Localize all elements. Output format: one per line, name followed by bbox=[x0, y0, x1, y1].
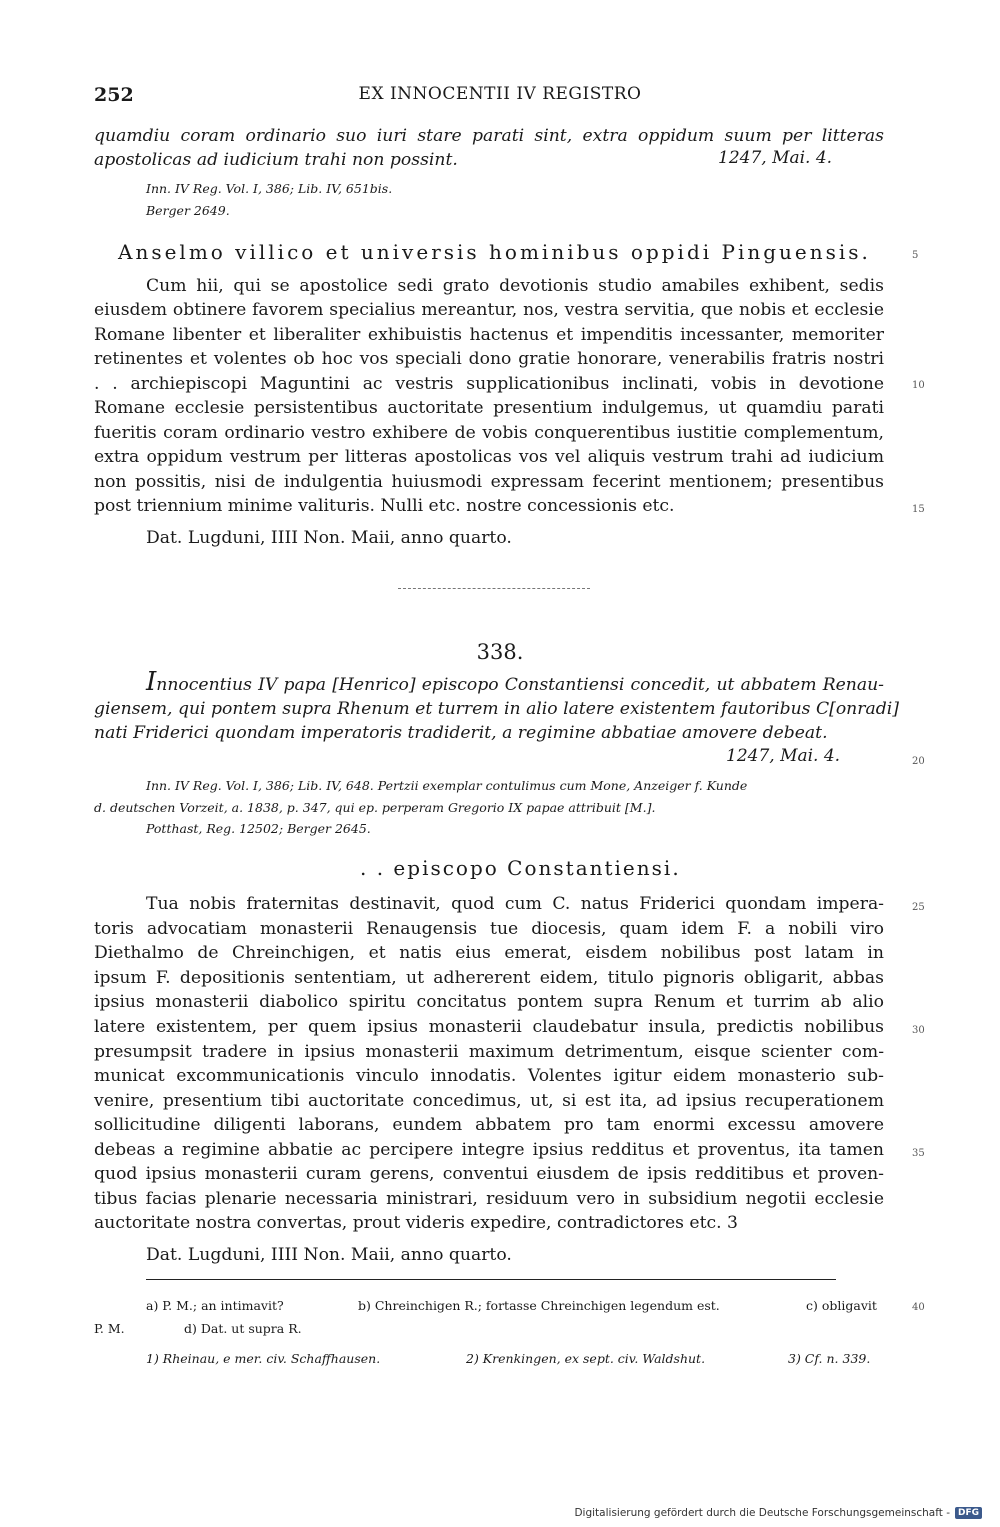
letter2-line: ipsum F. depositionis sententiam, ut adhererent eidem, titulo pignoris obligarit, abbas bbox=[94, 968, 884, 988]
letter2-dat: Dat. Lugduni, IIII Non. Maii, anno quarto. bbox=[146, 1245, 512, 1265]
footnote-b: b) Chreinchigen R.; fortasse Chreinchigen legendum est. bbox=[358, 1298, 720, 1313]
margin-number-20: 20 bbox=[912, 756, 925, 767]
footnote-rule bbox=[146, 1279, 836, 1280]
letter1-line: eiusdem obtinere favorem specialius mereantur, nos, vestra servitia, que nobis et ecclesie bbox=[94, 300, 884, 320]
letter2-line: tibus facias plenarie necessaria ministrari, residuum vero in subsidium negotii ecclesie bbox=[94, 1189, 884, 1209]
entry-summary-line-1 bbox=[146, 667, 884, 697]
entry-ref-1: Inn. IV Reg. Vol. I, 386; Lib. IV, 648. Pertzii exemplar contulimus cum Mone, Anzeiger f. Kunde bbox=[146, 778, 748, 793]
footnote-2: 2) Krenkingen, ex sept. civ. Waldshut. bbox=[466, 1351, 706, 1366]
letter2-line: auctoritate nostra convertas, prout videris expedire, contradictores etc. 3 bbox=[94, 1213, 738, 1233]
letter2-line: Tua nobis fraternitas destinavit, quod cum C. natus Friderici quondam impera- bbox=[146, 894, 884, 914]
dfg-logo: DFG bbox=[955, 1507, 982, 1519]
entry-ref-2: d. deutschen Vorzeit, a. 1838, p. 347, qui ep. perperam Gregorio IX papae attribuit [M.]. bbox=[94, 800, 656, 815]
margin-number-5: 5 bbox=[912, 250, 919, 261]
letter1-line: non possitis, nisi de indulgentia huiusmodi expressam fecerint mentionem; presentibus bbox=[94, 472, 884, 492]
letter1-line: Romane libenter et liberaliter exhibuistis hactenus et impenditis incessanter, memoriter bbox=[94, 325, 884, 345]
dropcap: I bbox=[146, 667, 157, 697]
letter2-line: quod ipsius monasterii curam gerens, conventui eiusdem de ipsis redditibus et proven- bbox=[94, 1164, 884, 1184]
footnote-d: d) Dat. ut supra R. bbox=[184, 1321, 302, 1336]
footnote-1: 1) Rheinau, e mer. civ. Schaffhausen. bbox=[146, 1351, 381, 1366]
letter1-dat: Dat. Lugduni, IIII Non. Maii, anno quarto. bbox=[146, 528, 512, 548]
letter2-address: . . episcopo Constantiensi. bbox=[360, 856, 681, 880]
footnote-3: 3) Cf. n. 339. bbox=[788, 1351, 871, 1366]
margin-number-15: 15 bbox=[912, 504, 925, 515]
entry-summary-line-3: nati Friderici quondam imperatoris tradiderit, a regimine abbatiae amovere debeat. bbox=[94, 723, 828, 743]
letter1-line: . . archiepiscopi Maguntini ac vestris supplicationibus inclinati, vobis in devotione bbox=[94, 374, 884, 394]
footnote-a: a) P. M.; an intimavit? bbox=[146, 1298, 284, 1313]
letter1-line: post triennium minime valituris. Nulli etc. nostre concessionis etc. bbox=[94, 496, 675, 516]
digitization-footer bbox=[574, 1507, 982, 1519]
letter2-line: debeas a regimine abbatie ac percipere integre ipsius redditus et proventus, ita tamen bbox=[94, 1140, 884, 1160]
footnote-c-continued: P. M. bbox=[94, 1321, 125, 1336]
entry-summary-line-2: giensem, qui pontem supra Rhenum et turrem in alio latere existentem fautoribus C[onradi] bbox=[94, 699, 899, 719]
margin-number-35: 35 bbox=[912, 1148, 925, 1159]
page-number: 252 bbox=[94, 84, 134, 106]
margin-number-30: 30 bbox=[912, 1025, 925, 1036]
letter2-line: presumpsit tradere in ipsius monasterii maximum detrimentum, eisque scienter com- bbox=[94, 1042, 884, 1062]
running-title: EX INNOCENTII IV REGISTRO bbox=[358, 84, 642, 104]
letter2-line: venire, presentium tibi auctoritate concedimus, ut, si est ita, ad ipsius recuperationem bbox=[94, 1091, 884, 1111]
margin-number-10: 10 bbox=[912, 380, 925, 391]
letter1-line: fueritis coram ordinario vestro exhibere de vobis conquerentibus iustitie complementum, bbox=[94, 423, 884, 443]
margin-number-40: 40 bbox=[912, 1302, 925, 1313]
margin-number-25: 25 bbox=[912, 902, 925, 913]
letter1-line: Cum hii, qui se apostolice sedi grato devotionis studio amabiles exhibent, sedis bbox=[146, 276, 884, 296]
prev-entry-date: 1247, Mai. 4. bbox=[718, 148, 833, 168]
prev-entry-ref-2: Berger 2649. bbox=[146, 203, 230, 218]
letter2-line: ipsius monasterii diabolico spiritu concitatus pontem supra Renum et turrim ab alio bbox=[94, 992, 884, 1012]
footnote-c: c) obligavit bbox=[806, 1298, 877, 1313]
summary-text: nnocentius IV papa [Henrico] episcopo Constantiensi concedit, ut abbatem Renau- bbox=[156, 675, 884, 695]
prev-entry-line-2: apostolicas ad iudicium trahi non possint. bbox=[94, 150, 458, 170]
prev-entry-ref-1: Inn. IV Reg. Vol. I, 386; Lib. IV, 651bis. bbox=[146, 181, 393, 196]
section-divider bbox=[398, 588, 590, 589]
entry-number: 338. bbox=[476, 640, 524, 664]
letter2-line: Diethalmo de Chreinchigen, et natis eius emerat, eisdem nobilibus post latam in bbox=[94, 943, 884, 963]
entry-ref-3: Potthast, Reg. 12502; Berger 2645. bbox=[146, 821, 371, 836]
prev-entry-line-1: quamdiu coram ordinario suo iuri stare parati sint, extra oppidum suum per litteras bbox=[94, 126, 884, 146]
letter1-line: extra oppidum vestrum per litteras apostolicas vos vel aliquis vestrum trahi ad iudicium bbox=[94, 447, 884, 467]
letter2-line: toris advocatiam monasterii Renaugensis tue diocesis, quam idem F. a nobili viro bbox=[94, 919, 884, 939]
entry-date: 1247, Mai. 4. bbox=[726, 746, 841, 766]
letter2-line: sollicitudine diligenti laborans, eundem abbatem pro tam enormi excessu amovere bbox=[94, 1115, 884, 1135]
footer-text: Digitalisierung gefördert durch die Deutsche Forschungsgemeinschaft - bbox=[574, 1507, 950, 1519]
letter1-address: Anselmo villico et universis hominibus oppidi Pinguensis. bbox=[118, 240, 871, 264]
letter2-line: municat excommunicationis vinculo innodatis. Volentes igitur eidem monasterio sub- bbox=[94, 1066, 884, 1086]
letter2-line: latere existentem, per quem ipsius monasterii claudebatur insula, predictis nobilibus bbox=[94, 1017, 884, 1037]
letter1-line: Romane ecclesie persistentibus auctoritate presentium indulgemus, ut quamdiu parati bbox=[94, 398, 884, 418]
letter1-line: retinentes et volentes ob hoc vos speciali dono gratie honorare, venerabilis fratris nostri bbox=[94, 349, 884, 369]
